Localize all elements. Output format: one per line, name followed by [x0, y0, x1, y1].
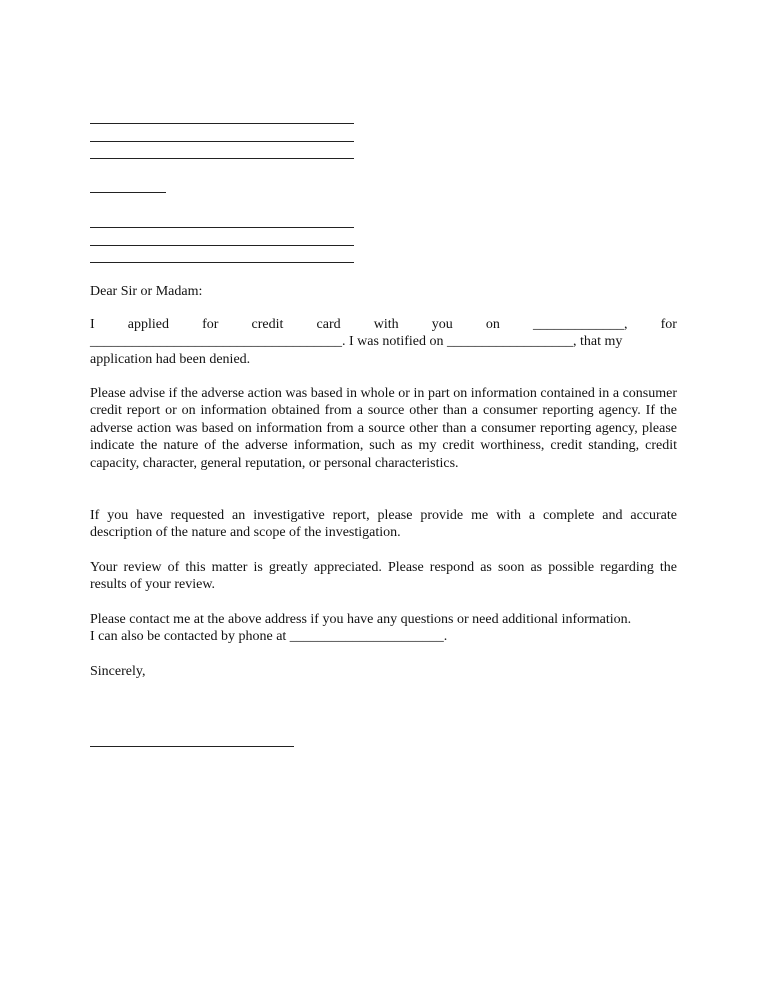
- word: you: [431, 317, 453, 332]
- recipient-address-line-3: [90, 262, 354, 263]
- paragraph-adverse-action: Please advise if the adverse action was based in whole or in part on information contained in a consumer credit report or on information obtained from a source other than a consumer reporting agency. If the adverse action was based on information from a source other than a consumer reporting agency, please indicate the nature of the adverse information, such as my credit worthiness, credit standing, credit capacity, character, general reputation, or personal characteristics.: [90, 386, 677, 471]
- paragraph-investigative-report: If you have requested an investigative report, please provide me with a complete and accurate description of the nature and scope of the investigation.: [90, 508, 677, 541]
- paragraph-contact-line-1: Please contact me at the above address if you have any questions or need additional information.: [90, 612, 632, 627]
- closing: Sincerely,: [90, 664, 146, 679]
- paragraph-application-line-1: [90, 316, 677, 333]
- paragraph-application: [90, 316, 677, 368]
- word: with: [373, 317, 399, 332]
- sender-address-line-1: [90, 123, 354, 124]
- word: credit: [251, 317, 284, 332]
- word: I: [90, 317, 95, 332]
- recipient-address-line-1: [90, 227, 354, 228]
- word: for: [660, 317, 677, 332]
- paragraph-contact: [90, 611, 677, 646]
- paragraph-application-line-2: ____________________________________. I was notified on __________________, that my: [90, 334, 623, 350]
- word: card: [316, 317, 341, 332]
- date-line: [90, 192, 166, 193]
- word: for: [202, 317, 219, 332]
- word: applied: [127, 317, 169, 332]
- paragraph-review: Your review of this matter is greatly appreciated. Please respond as soon as possible regarding the results of your review.: [90, 560, 677, 593]
- signature-line: [90, 746, 294, 747]
- salutation: Dear Sir or Madam:: [90, 284, 203, 299]
- paragraph-contact-line-2: I can also be contacted by phone at ______________________.: [90, 629, 448, 645]
- sender-address-line-3: [90, 158, 354, 159]
- application-date-blank: _____________,: [532, 317, 628, 332]
- sender-address-line-2: [90, 141, 354, 142]
- paragraph-application-line-3: application had been denied.: [90, 351, 251, 367]
- recipient-address-line-2: [90, 245, 354, 246]
- word: on: [485, 317, 500, 332]
